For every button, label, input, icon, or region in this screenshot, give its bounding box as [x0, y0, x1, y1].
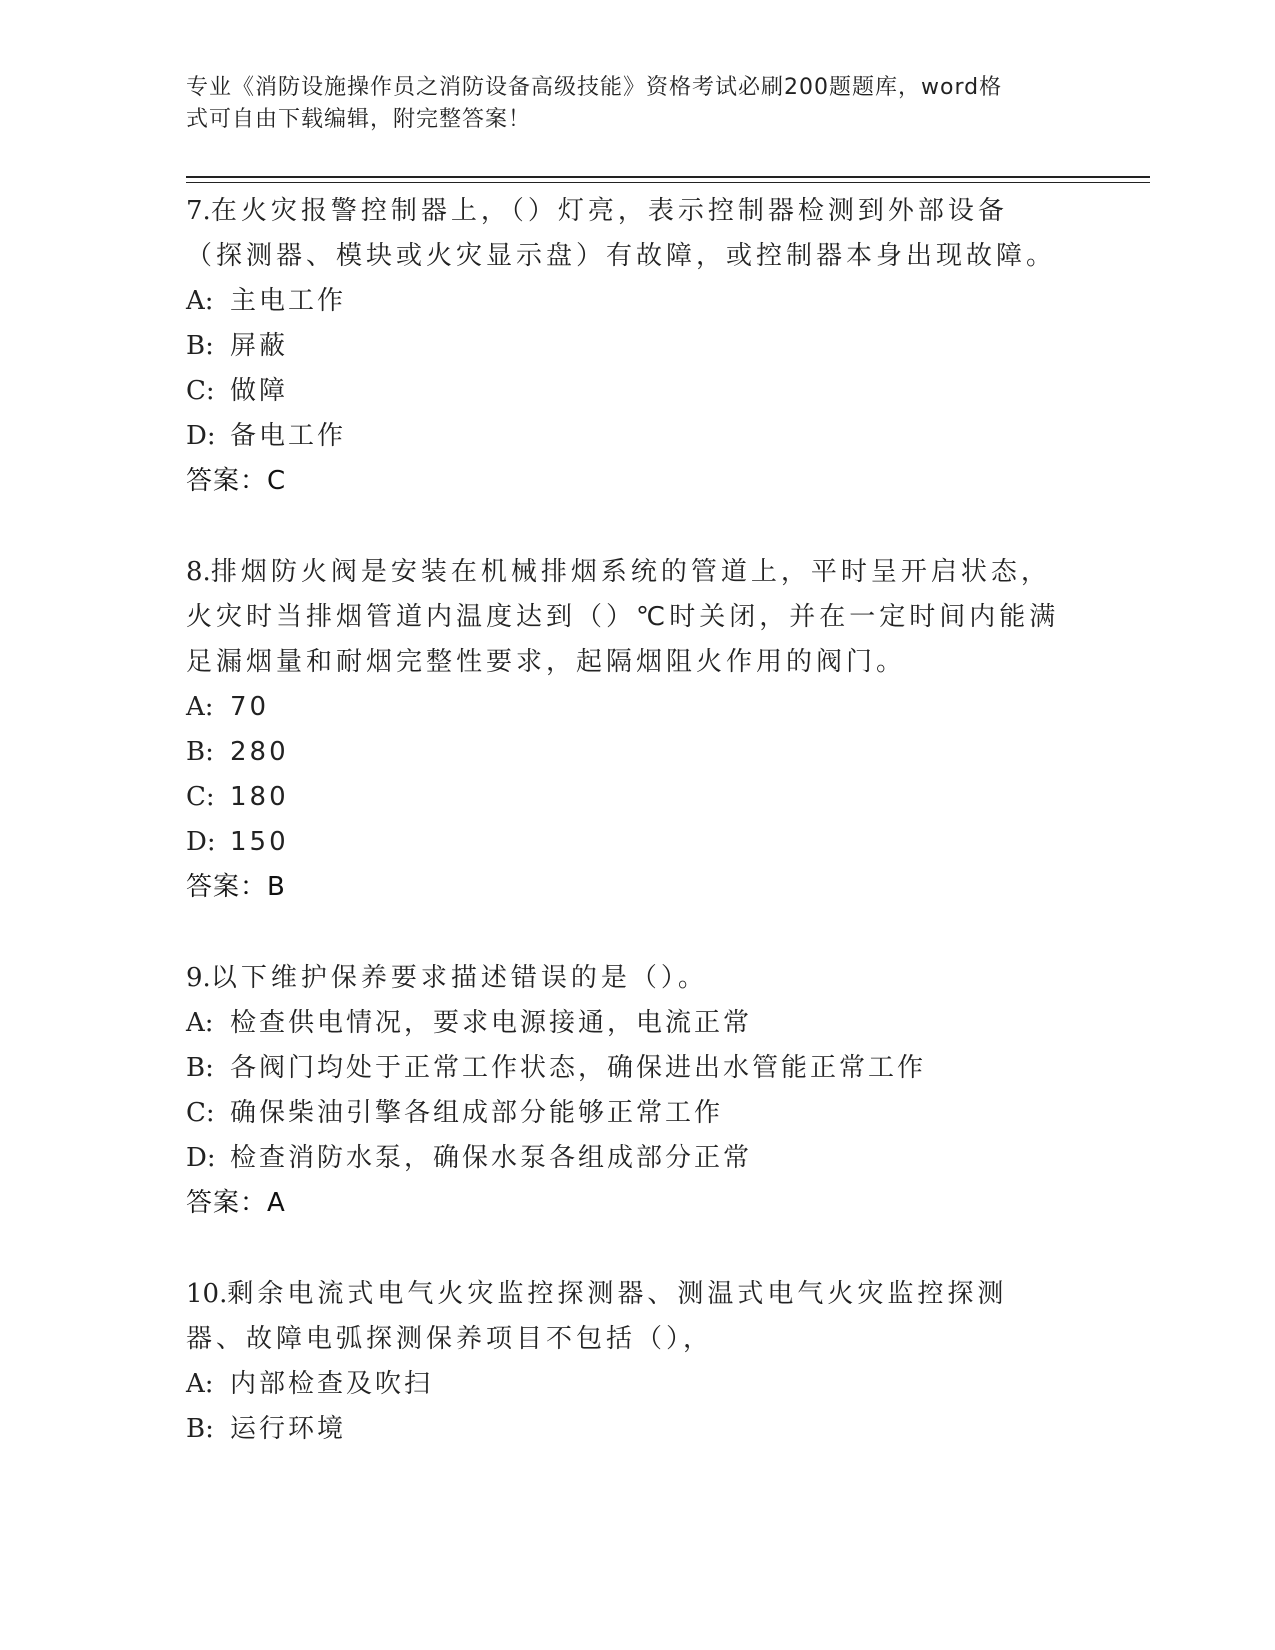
option-text: 运行环境 — [230, 1414, 347, 1444]
option-d — [186, 820, 1066, 865]
option-letter: C: — [186, 782, 215, 812]
option-letter: C: — [186, 1098, 215, 1128]
header-divider-thick — [186, 176, 1150, 178]
option-text: 70 — [230, 692, 270, 722]
option-letter: B: — [186, 737, 214, 767]
option-text: 检查消防水泵，确保水泵各组成部分正常 — [230, 1143, 753, 1173]
option-letter: A: — [186, 286, 214, 316]
option-letter: A: — [186, 692, 214, 722]
option-b — [186, 730, 1066, 775]
question-text: 排烟防火阀是安装在机械排烟系统的管道上，平时呈开启状态，火灾时当排烟管道内温度达到（）℃时关闭，并在一定时间内能满足漏烟量和耐烟完整性要求，起隔烟阻火作用的阀门。 — [186, 557, 1060, 677]
header-line-1: 专业《消防设施操作员之消防设备高级技能》资格考试必刷200题题库，word格 — [186, 75, 1003, 100]
option-a — [186, 1362, 1066, 1407]
option-d — [186, 414, 1066, 459]
answer-line: 答案：C — [186, 466, 287, 496]
option-b — [186, 324, 1066, 369]
option-b — [186, 1407, 1066, 1452]
question-list — [186, 189, 1066, 1498]
option-text: 屏蔽 — [230, 331, 289, 361]
option-a — [186, 279, 1066, 324]
option-d — [186, 1136, 1066, 1181]
option-letter: B: — [186, 1414, 214, 1444]
answer-line: 答案：B — [186, 872, 286, 902]
option-letter: D: — [186, 827, 216, 857]
question-number: 8. — [186, 557, 211, 587]
header-divider-thin — [186, 182, 1150, 183]
option-a — [186, 685, 1066, 730]
question-text: 剩余电流式电气火灾监控探测器、测温式电气火灾监控探测器、故障电弧探测保养项目不包括（）， — [186, 1279, 1008, 1354]
question-number: 7. — [186, 196, 211, 226]
header-line-2: 式可自由下载编辑，附完整答案！ — [186, 107, 532, 132]
question-9 — [186, 956, 1066, 1226]
option-letter: B: — [186, 331, 214, 361]
option-text: 180 — [230, 782, 289, 812]
option-letter: A: — [186, 1008, 214, 1038]
option-text: 150 — [230, 827, 289, 857]
question-stem — [186, 956, 1066, 1001]
option-b — [186, 1046, 1066, 1091]
option-c — [186, 775, 1066, 820]
question-stem — [186, 550, 1066, 685]
question-8 — [186, 550, 1066, 910]
option-letter: B: — [186, 1053, 214, 1083]
option-text: 做障 — [230, 376, 289, 406]
option-a — [186, 1001, 1066, 1046]
option-text: 280 — [230, 737, 289, 767]
option-letter: A: — [186, 1369, 214, 1399]
question-text: 以下维护保养要求描述错误的是（）。 — [210, 963, 708, 993]
option-letter: C: — [186, 376, 215, 406]
option-letter: D: — [186, 421, 216, 451]
question-number: 10. — [186, 1279, 228, 1309]
answer-line: 答案：A — [186, 1188, 286, 1218]
document-header — [186, 72, 1066, 136]
question-10 — [186, 1272, 1066, 1452]
option-c — [186, 369, 1066, 414]
option-c — [186, 1091, 1066, 1136]
question-7 — [186, 189, 1066, 504]
question-text: 在火灾报警控制器上，（）灯亮，表示控制器检测到外部设备（探测器、模块或火灾显示盘）有故障，或控制器本身出现故障。 — [186, 196, 1057, 271]
option-letter: D: — [186, 1143, 216, 1173]
option-text: 确保柴油引擎各组成部分能够正常工作 — [230, 1098, 724, 1128]
question-stem — [186, 189, 1066, 279]
question-stem — [186, 1272, 1066, 1362]
option-text: 内部检查及吹扫 — [230, 1369, 434, 1399]
option-text: 备电工作 — [230, 421, 347, 451]
option-text: 主电工作 — [230, 286, 347, 316]
option-text: 检查供电情况，要求电源接通，电流正常 — [230, 1008, 753, 1038]
option-text: 各阀门均处于正常工作状态，确保进出水管能正常工作 — [230, 1053, 927, 1083]
question-number: 9. — [186, 963, 211, 993]
